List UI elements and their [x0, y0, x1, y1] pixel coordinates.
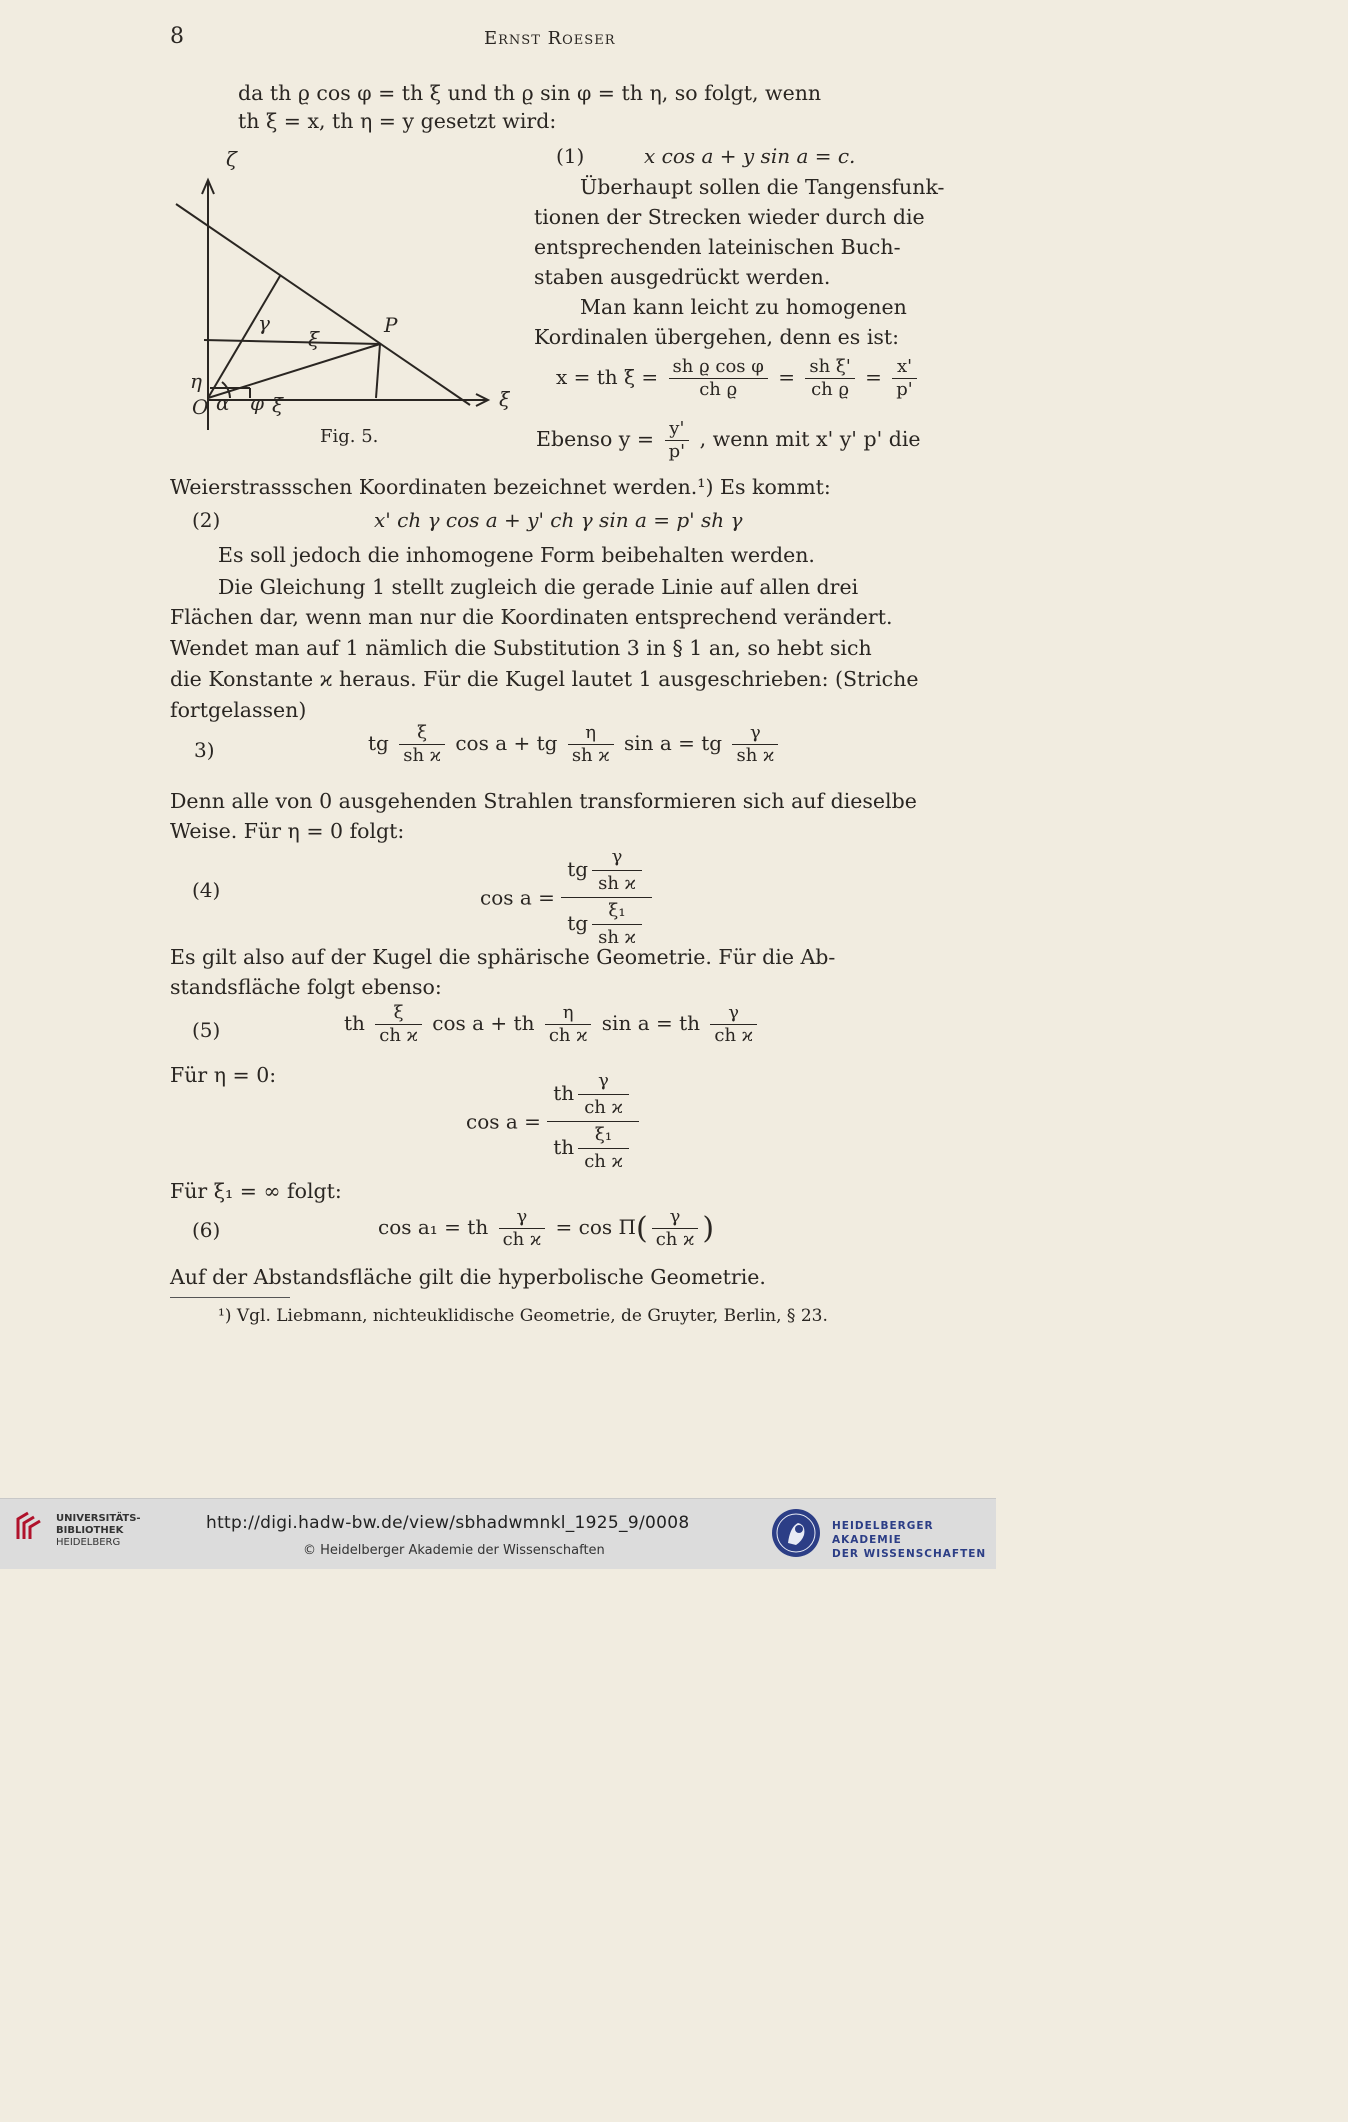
- academy-seal-icon: [770, 1507, 822, 1559]
- ray-op: [208, 344, 380, 398]
- horizontal-segment: [204, 340, 380, 344]
- right-p2-line1: Man kann leicht zu homogenen: [580, 295, 907, 319]
- eq4-number: (4): [192, 878, 221, 902]
- university-library-name: UNIVERSITÄTS- BIBLIOTHEK HEIDELBERG: [56, 1513, 141, 1548]
- page-number: 8: [170, 24, 184, 49]
- body1-line3: Flächen dar, wenn man nur die Koordinaten entsprechend verändert.: [170, 605, 893, 629]
- viewer-footer-bar: [0, 1498, 996, 1569]
- intro-line-1: da th ϱ cos φ = th ξ und th ϱ sin φ = th η, so folgt, wenn: [238, 81, 822, 105]
- eq3-body: tg $\frac{\xi}{\text{sh ϰ}}$ cos a + tg $\frac{\eta}{\text{sh ϰ}}$ sin a = tg $\frac{\gamma}{\text{sh ϰ}}$: [368, 722, 782, 767]
- running-header: Ernst Roeser: [484, 28, 616, 49]
- eq1-body: x cos a + y sin a = c.: [644, 144, 856, 168]
- university-library-logo-icon: [12, 1509, 46, 1543]
- weierstrass-line: Weierstrassschen Koordinaten bezeichnet werden.¹) Es kommt:: [170, 475, 831, 499]
- body1-line6: fortgelassen): [170, 698, 307, 722]
- label-xi-right: ξ: [498, 387, 510, 411]
- eq6-body: cos a₁ = th $\frac{\gamma}{\text{ch ϰ}}$ = cos Π( $\frac{\gamma}{\text{ch ϰ}}$ ): [378, 1206, 715, 1250]
- line-g: [176, 204, 470, 405]
- body1-line2: Die Gleichung 1 stellt zugleich die gerade Linie auf allen drei: [218, 575, 859, 599]
- eq2-body: x' ch γ cos a + y' ch γ sin a = p' sh γ: [374, 508, 743, 532]
- right-p2-line2: Kordinalen übergehen, denn es ist:: [534, 325, 900, 349]
- intro-line-2: th ξ = x, th η = y gesetzt wird:: [238, 109, 557, 133]
- right-p1-line4: staben ausgedrückt werden.: [534, 265, 831, 289]
- homog-frac-1: $\frac{\text{sh ϱ cos φ}}{\text{ch ϱ}}$: [669, 356, 768, 401]
- right-p1-line3: entsprechenden lateinischen Buch-: [534, 235, 901, 259]
- eq4-body: cos a = tg $\frac{\gamma}{\text{sh ϰ}}$ tg $\frac{\text{ξ₁}}{\text{sh ϰ}}$: [480, 846, 652, 949]
- eq1-number: (1): [556, 144, 585, 168]
- body3-line2: standsfläche folgt ebenso:: [170, 975, 442, 999]
- conclusion-line: Auf der Abstandsfläche gilt die hyperbolische Geometrie.: [170, 1265, 766, 1289]
- figure-caption: Fig. 5.: [320, 426, 379, 447]
- body2-line1: Denn alle von 0 ausgehenden Strahlen transformieren sich auf dieselbe: [170, 789, 917, 813]
- ebenso-frac: $\frac{y'}{p'}$: [665, 418, 689, 463]
- academy-name: HEIDELBERGER AKADEMIE DER WISSENSCHAFTEN: [832, 1520, 987, 1560]
- eq5-number: (5): [192, 1018, 221, 1042]
- fur-eta-line: Für η = 0:: [170, 1063, 277, 1087]
- label-eta-left: η: [190, 369, 202, 393]
- homog-lhs: x = th ξ =: [556, 365, 659, 389]
- eq5b-body: cos a = th $\frac{\gamma}{\text{ch ϰ}}$ th $\frac{\text{ξ₁}}{\text{ch ϰ}}$: [466, 1070, 639, 1173]
- body1-line1: Es soll jedoch die inhomogene Form beibehalten werden.: [218, 543, 815, 567]
- homog-equation: x = th ξ = $\frac{\text{sh ϱ cos φ}}{\text{ch ϱ}}$ = $\frac{\text{sh ξ'}}{\text{ch ϱ}}$ = $\frac{x'}{p'}$: [556, 356, 921, 401]
- copyright-notice: © Heidelberger Akademie der Wissenschaften: [303, 1543, 605, 1558]
- eq6-number: (6): [192, 1218, 221, 1242]
- homog-frac-3: $\frac{x'}{p'}$: [892, 356, 916, 401]
- ebenso-line: [536, 418, 921, 463]
- label-xi-mid: ξ: [308, 327, 320, 351]
- label-gamma: γ: [258, 311, 270, 335]
- body1-line5: die Konstante ϰ heraus. Für die Kugel lautet 1 ausgeschrieben: (Striche: [170, 667, 919, 691]
- perpendicular: [376, 344, 380, 398]
- label-phi: φ: [250, 391, 265, 415]
- label-zeta: ζ: [226, 147, 237, 171]
- body1-line4: Wendet man auf 1 nämlich die Substitution 3 in § 1 an, so hebt sich: [170, 636, 872, 660]
- right-p1-line1: Überhaupt sollen die Tangensfunk-: [580, 175, 945, 199]
- footnote: ¹) Vgl. Liebmann, nichteuklidische Geometrie, de Gruyter, Berlin, § 23.: [218, 1306, 828, 1326]
- eq3-number: 3): [194, 738, 215, 762]
- eq2-number: (2): [192, 508, 221, 532]
- figure-5-diagram: [170, 140, 510, 440]
- permalink-url[interactable]: http://digi.hadw-bw.de/view/sbhadwmnkl_1925_9/0008: [206, 1513, 690, 1533]
- right-p1-line2: tionen der Strecken wieder durch die: [534, 205, 925, 229]
- ebenso-prefix: Ebenso y =: [536, 427, 655, 451]
- label-xi-bottom: ξ: [272, 393, 284, 417]
- footnote-rule: [170, 1297, 290, 1298]
- label-o: O: [192, 395, 209, 419]
- label-p: P: [384, 313, 398, 337]
- eq5-body: th $\frac{\xi}{\text{ch ϰ}}$ cos a + th $\frac{\eta}{\text{ch ϰ}}$ sin a = th $\frac{\gamma}{\text{ch ϰ}}$: [344, 1002, 761, 1047]
- body3-line1: Es gilt also auf der Kugel die sphärische Geometrie. Für die Ab-: [170, 945, 836, 969]
- label-alpha: α: [216, 391, 230, 415]
- fur-xi-line: Für ξ₁ = ∞ folgt:: [170, 1179, 342, 1203]
- body2-line2: Weise. Für η = 0 folgt:: [170, 819, 405, 843]
- homog-frac-2: $\frac{\text{sh ξ'}}{\text{ch ϱ}}$: [805, 356, 854, 401]
- ebenso-suffix: , wenn mit x' y' p' die: [699, 427, 921, 451]
